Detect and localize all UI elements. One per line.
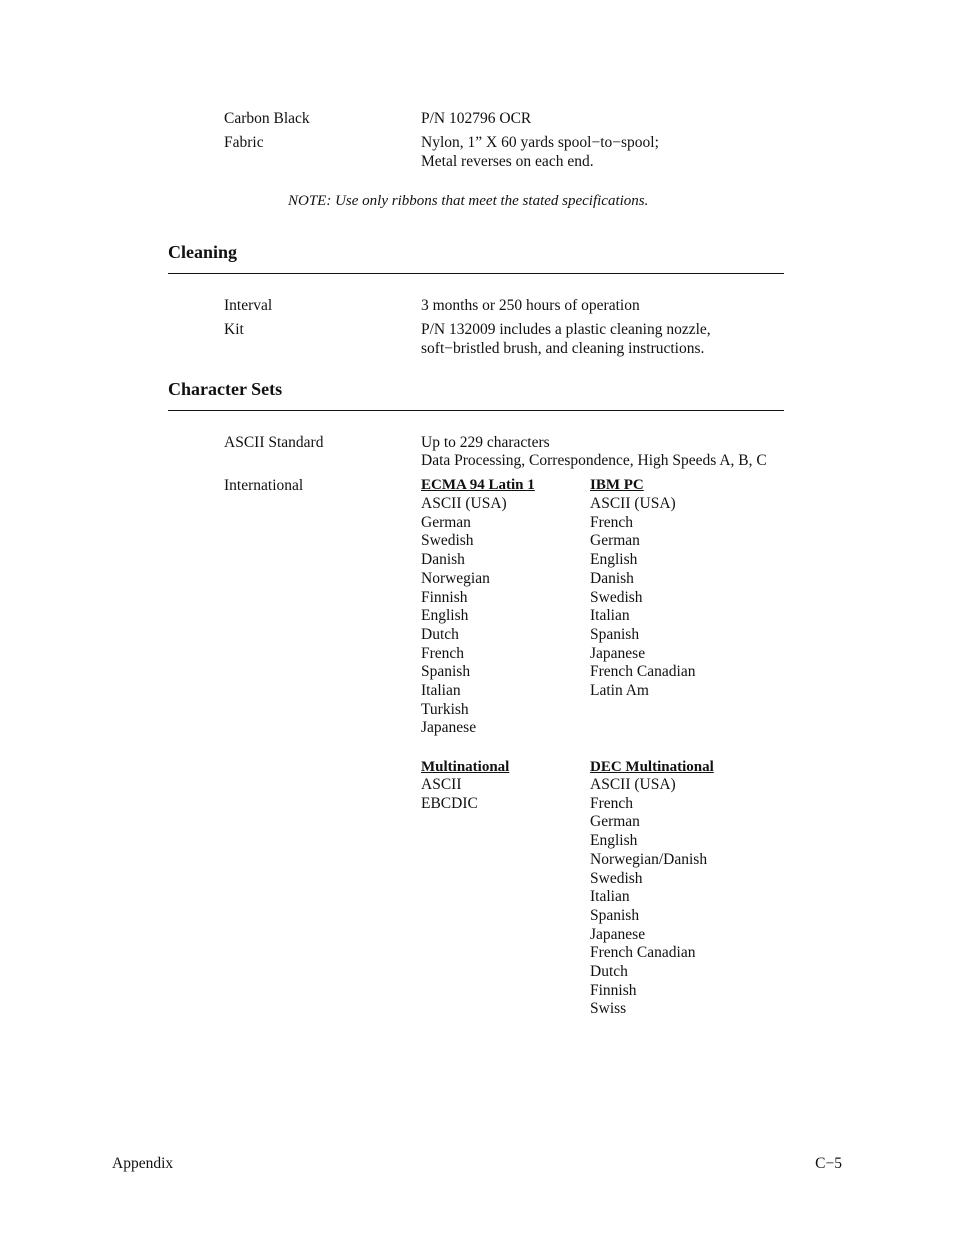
list-item: Danish [421, 551, 465, 569]
ascii-standard-value-line-2: Data Processing, Correspondence, High Speeds A, B, C [421, 452, 767, 469]
carbon-black-label: Carbon Black [224, 110, 310, 127]
list-item: Swedish [590, 869, 643, 887]
ecma-list [421, 495, 507, 738]
list-item: German [421, 513, 471, 531]
footer-page-number: C−5 [815, 1155, 842, 1172]
list-item: Japanese [421, 719, 477, 737]
list-item: ASCII (USA) [421, 495, 507, 512]
fabric-value-line-2: Metal reverses on each end. [421, 153, 594, 170]
list-item: Swedish [590, 588, 643, 606]
list-item: EBCDIC [421, 794, 478, 812]
multinational-list [421, 776, 478, 813]
list-item: Spanish [421, 663, 471, 681]
ecma-column-title: ECMA 94 Latin 1 [421, 477, 535, 493]
footer-left: Appendix [112, 1155, 174, 1172]
list-item: Japanese [590, 925, 646, 943]
cleaning-divider [168, 273, 784, 274]
list-item: French Canadian [590, 663, 696, 681]
character-sets-heading: Character Sets [168, 379, 283, 399]
ibm-list [590, 495, 695, 701]
ascii-standard-label: ASCII Standard [224, 434, 324, 451]
list-item: Spanish [590, 625, 640, 643]
carbon-black-value: P/N 102796 OCR [421, 110, 532, 127]
list-item: English [590, 832, 638, 850]
list-item: ASCII (USA) [590, 776, 676, 793]
list-item: Swiss [590, 1000, 627, 1018]
list-item: ASCII (USA) [590, 495, 676, 512]
list-item: Italian [590, 607, 630, 625]
list-item: English [590, 551, 638, 569]
list-item: English [421, 607, 469, 625]
list-item: Finnish [421, 588, 468, 606]
list-item: Dutch [590, 963, 628, 981]
list-item: Norwegian [421, 569, 490, 587]
dec-column-title: DEC Multinational [590, 759, 714, 775]
list-item: Japanese [590, 644, 646, 662]
multinational-column-title: Multinational [421, 759, 510, 775]
cleaning-heading: Cleaning [168, 242, 238, 262]
ascii-standard-value-line-1: Up to 229 characters [421, 434, 550, 451]
list-item: Italian [421, 682, 461, 700]
list-item: Latin Am [590, 682, 649, 700]
list-item: Norwegian/Danish [590, 850, 708, 868]
list-item: German [590, 813, 640, 831]
list-item: ASCII [421, 776, 462, 793]
list-item: German [590, 532, 640, 550]
international-label: International [224, 477, 304, 494]
kit-value-line-1: P/N 132009 includes a plastic cleaning nozzle, [421, 321, 711, 338]
ibm-column-title: IBM PC [590, 477, 644, 493]
list-item: French [421, 644, 465, 662]
list-item: French Canadian [590, 944, 696, 962]
list-item: Spanish [590, 906, 640, 924]
ribbon-note: NOTE: Use only ribbons that meet the stated specifications. [288, 193, 649, 209]
list-item: Turkish [421, 700, 469, 718]
dec-list [590, 776, 707, 1019]
list-item: Dutch [421, 625, 459, 643]
fabric-label: Fabric [224, 134, 264, 151]
kit-label: Kit [224, 321, 244, 338]
list-item: French [590, 794, 634, 812]
list-item: French [590, 513, 634, 531]
list-item: Danish [590, 569, 634, 587]
list-item: Italian [590, 888, 630, 906]
list-item: Swedish [421, 532, 474, 550]
interval-value: 3 months or 250 hours of operation [421, 297, 640, 314]
fabric-value-line-1: Nylon, 1” X 60 yards spool−to−spool; [421, 134, 659, 151]
interval-label: Interval [224, 297, 273, 314]
kit-value-line-2: soft−bristled brush, and cleaning instructions. [421, 340, 705, 357]
character-sets-divider [168, 410, 784, 411]
list-item: Finnish [590, 981, 637, 999]
